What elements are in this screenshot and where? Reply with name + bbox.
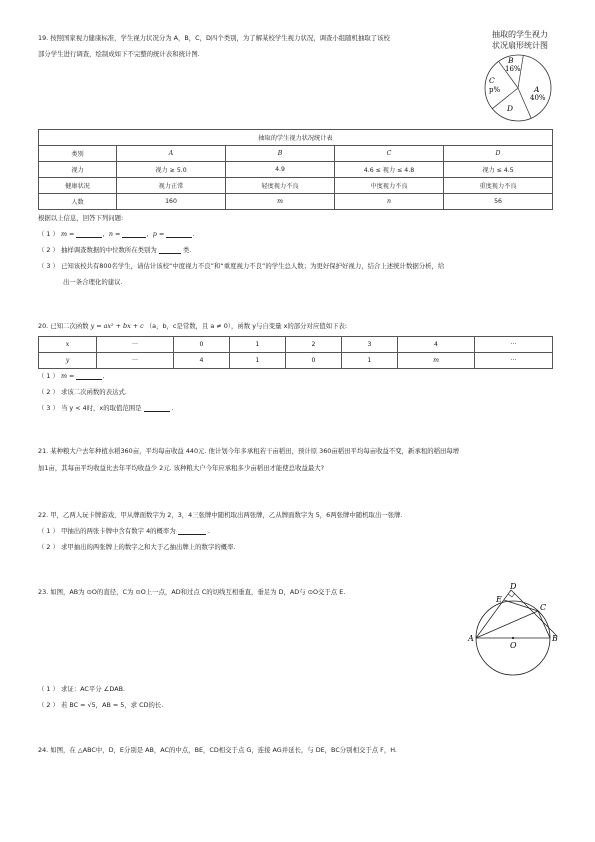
- answer-blank-m[interactable]: [76, 230, 102, 238]
- q19-part2: （ 2 ） 抽样调查数据的中位数所在类别为 类.: [38, 246, 192, 254]
- point-label-e: E: [496, 595, 502, 604]
- q19-stem-line1: 19. 按照国家视力健康标准，学生视力状况分为 A，B，C，D四个类别，为了解某校学生视力状况，调查小组随机抽取了该校: [38, 34, 390, 42]
- pie-label-a: A: [534, 85, 540, 94]
- vision-status-table: [38, 129, 553, 210]
- q21-line1: 21. 某种粮大户去年种植水稻360亩，平均每亩收益 440元. 他计划今年多承租若干亩稻田，预计原 360亩稻田平均每亩收益不变，新承租的稻田每增: [38, 447, 460, 455]
- q20-part1: （ 1 ） m = .: [38, 372, 105, 380]
- q19-intro: 根据以上信息，回答下列问题:: [38, 214, 124, 222]
- answer-blank-m-value[interactable]: [76, 372, 102, 380]
- point-label-b: B: [552, 634, 558, 643]
- q22-part1: （ 1 ） 甲抽出的两张卡牌中含有数字 4的概率为 .: [38, 527, 210, 535]
- answer-blank-x-range[interactable]: [144, 404, 170, 412]
- q23-stem: 23. 如图，AB为 ⊙O的直径，C为 ⊙O上一点，AD和过点 C的切线互相垂直，垂足为 D，AD与 ⊙O交于点 E.: [38, 588, 346, 596]
- answer-blank-n[interactable]: [122, 230, 146, 238]
- q24-stem: 24. 如图，在 △ABC中，D，E分别是 AB，AC的中点，BE，CD相交于点 G，连接 AG并延长，与 DE，BC分别相交于点 F，H.: [38, 746, 397, 754]
- q22-stem: 22. 甲，乙两人玩卡牌游戏，甲从牌面数字为 2，3，4三张牌中随机取出两张牌，乙从牌面数字为 5，6两张牌中随机取出一张牌.: [38, 511, 403, 519]
- q19-part3-line2: 出一条合理化的建议.: [63, 278, 123, 286]
- answer-blank-probability[interactable]: [178, 527, 206, 535]
- table-row: y ··· 4 1 0 1 m ···: [39, 353, 553, 369]
- q23-part2: （ 2 ） 若 BC = √5，AB = 5，求 CD的长.: [38, 701, 164, 709]
- pie-chart-title-line1: 抽取的学生视力: [492, 30, 548, 39]
- table-row: x ··· 0 1 2 3 4 ···: [39, 337, 553, 353]
- table-row: 健康状况 视力正常 轻度视力不良 中度视力不良 重度视力不良: [39, 178, 553, 194]
- q20-part3: （ 3 ） 当 y < 4时，x的取值范围是 .: [38, 404, 174, 412]
- pie-label-a-percent: 40%: [530, 94, 546, 102]
- pie-label-c-percent: p%: [489, 86, 501, 94]
- point-label-o: O: [510, 641, 517, 650]
- table-row: 类别 A B C D: [39, 146, 553, 162]
- q21-line2: 加1亩，其每亩平均收益比去年平均收益少 2元. 该种粮大户今年应承租多少亩稻田才能使总收益最大?: [38, 464, 325, 472]
- q23-part1: （ 1 ） 求证：AC平分 ∠DAB.: [38, 685, 125, 693]
- q19-part3: （ 3 ） 已知该校共有800名学生，请估计该校“中度视力不良”和“重度视力不良”的学生总人数；为更好保护好视力，结合上述统计数据分析，给: [38, 262, 445, 270]
- point-label-a: A: [468, 634, 474, 643]
- q19-part1: （ 1 ） m = ，n = ，p = .: [38, 230, 195, 238]
- table-row: 视力 视力 ≥ 5.0 4.9 4.6 ≤ 视力 ≤ 4.8 视力 ≤ 4.5: [39, 162, 553, 178]
- table-row: 人数 160 m n 56: [39, 194, 553, 210]
- function-values-table: [38, 336, 553, 369]
- pie-label-c: C: [489, 76, 495, 85]
- pie-label-b: B: [508, 56, 514, 65]
- quadratic-equation: y = ax² + bx + c: [90, 322, 144, 330]
- vision-pie-chart: [484, 52, 554, 124]
- pie-label-d: D: [507, 104, 514, 113]
- circle-geometry-figure: [466, 580, 562, 680]
- q20-part2: （ 2 ） 求该二次函数的表达式.: [38, 388, 127, 396]
- q20-stem: 20. 已知二次函数 y = ax² + bx + c （a，b，c是常数，且 a ≠ 0），函数 y与自变量 x的部分对应值如下表:: [38, 322, 348, 330]
- answer-blank-median-category[interactable]: [159, 246, 181, 254]
- q22-part2: （ 2 ） 求甲抽出的两张牌上的数字之和大于乙抽出牌上的数字的概率.: [38, 543, 236, 551]
- point-label-c: C: [540, 603, 547, 612]
- q19-stem-line2: 部分学生进行调查，绘制成如下不完整的统计表和统计图.: [38, 50, 200, 58]
- point-label-d: D: [510, 582, 517, 591]
- pie-chart-title-line2: 状况扇形统计图: [492, 41, 548, 50]
- answer-blank-p[interactable]: [166, 230, 192, 238]
- pie-label-b-percent: 16%: [505, 65, 521, 73]
- vision-table-title: 抽取的学生视力状况统计表: [39, 130, 553, 146]
